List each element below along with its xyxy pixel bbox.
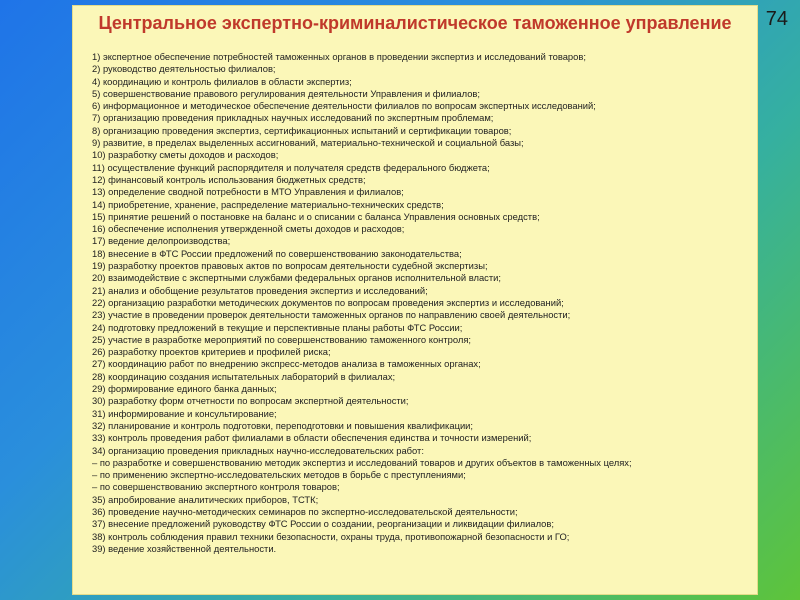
list-item: 6) информационное и методическое обеспечение деятельности филиалов по вопросам экспертных исследований;: [92, 100, 596, 112]
list-item: 26) разработку проектов критериев и профилей риска;: [92, 346, 331, 358]
list-item: 14) приобретение, хранение, распределение материально-технических средств;: [92, 198, 444, 210]
list-item: 12) финансовый контроль использования бюджетных средств;: [92, 173, 366, 185]
slide-title: Центральное экспертно-криминалистическое таможенное управление: [98, 13, 732, 33]
list-item: 32) планирование и контроль подготовки, переподготовки и повышения квалификации;: [92, 419, 474, 431]
list-item: 16) обеспечение исполнения утвержденной сметы доходов и расходов;: [92, 223, 405, 235]
list-item: 8) организацию проведения экспертиз, сертификационных испытаний и сертификации товаров;: [92, 124, 512, 136]
list-item: 17) ведение делопроизводства;: [92, 235, 231, 247]
functions-list: [92, 51, 632, 555]
list-item: 36) проведение научно-методических семинаров по экспертно-исследовательской деятельности;: [92, 505, 518, 517]
list-item: 19) разработку проектов правовых актов по вопросам деятельности судебной экспертизы;: [92, 260, 488, 272]
list-item: 27) координацию работ по внедрению экспресс-методов анализа в таможенных органах;: [92, 358, 481, 370]
list-item: 11) осуществление функций распорядителя и получателя средств федерального бюджета;: [92, 161, 490, 173]
list-item: 24) подготовку предложений в текущие и перспективные планы работы ФТС России;: [92, 321, 463, 333]
slide-panel: [72, 5, 758, 595]
list-item: 7) организацию проведения прикладных научных исследований по экспертным проблемам;: [92, 112, 494, 124]
list-item: 21) анализ и обобщение результатов проведения экспертиз и исследований;: [92, 284, 428, 296]
list-item: 10) разработку сметы доходов и расходов;: [92, 149, 279, 161]
list-item: 1) экспертное обеспечение потребностей таможенных органов в проведении экспертиз и исследований товаров;: [92, 51, 586, 62]
list-item: 29) формирование единого банка данных;: [92, 383, 277, 395]
list-item: 35) апробирование аналитических приборов, ТСТК;: [92, 493, 319, 505]
list-item: 28) координацию создания испытательных лабораторий в филиалах;: [92, 370, 396, 382]
list-item: 13) определение сводной потребности в МТО Управления и филиалов;: [92, 186, 404, 198]
list-item: 25) участие в разработке мероприятий по совершенствованию таможенного контроля;: [92, 333, 472, 345]
list-item: 15) принятие решений о постановке на баланс и о списании с баланса Управления основных средств;: [92, 210, 540, 222]
list-item: 20) взаимодействие с экспертными службами федеральных органов исполнительной власти;: [92, 272, 501, 284]
list-item: 5) совершенствование правового регулирования деятельности Управления и филиалов;: [92, 87, 481, 99]
list-item: 23) участие в проведении проверок деятельности таможенных органов по направлению своей деятельности;: [92, 309, 571, 321]
list-item: 39) ведение хозяйственной деятельности.: [92, 542, 277, 554]
list-item: – по разработке и совершенствованию методик экспертиз и исследований товаров и других объектов в таможенных целях;: [92, 456, 632, 468]
list-item: – по совершенствованию экспертного контроля товаров;: [92, 481, 340, 493]
list-item: 2) руководство деятельностью филиалов;: [92, 63, 276, 75]
list-item: 4) координацию и контроль филиалов в области экспертиз;: [92, 75, 352, 87]
list-item: 9) развитие, в пределах выделенных ассигнований, материально-технической и социальной базы;: [92, 137, 524, 149]
list-item: 18) внесение в ФТС России предложений по совершенствованию законодательства;: [92, 247, 462, 259]
list-item: – по применению экспертно-исследовательских методов в борьбе с преступлениями;: [92, 469, 466, 481]
list-item: 34) организацию проведения прикладных научно-исследовательских работ:: [92, 444, 424, 456]
page-number: 74: [765, 8, 788, 30]
list-item: 30) разработку форм отчетности по вопросам экспертной деятельности;: [92, 395, 409, 407]
list-item: 22) организацию разработки методических документов по вопросам проведения экспертиз и исследований;: [92, 296, 564, 308]
list-item: 33) контроль проведения работ филиалами в области обеспечения единства и точности измерений;: [92, 432, 532, 444]
list-item: 37) внесение предложений руководству ФТС России о создании, реорганизации и ликвидации филиалов;: [92, 518, 554, 530]
list-item: 31) информирование и консультирование;: [92, 407, 277, 419]
list-item: 38) контроль соблюдения правил техники безопасности, охраны труда, противопожарной безопасности и ГО;: [92, 530, 570, 542]
